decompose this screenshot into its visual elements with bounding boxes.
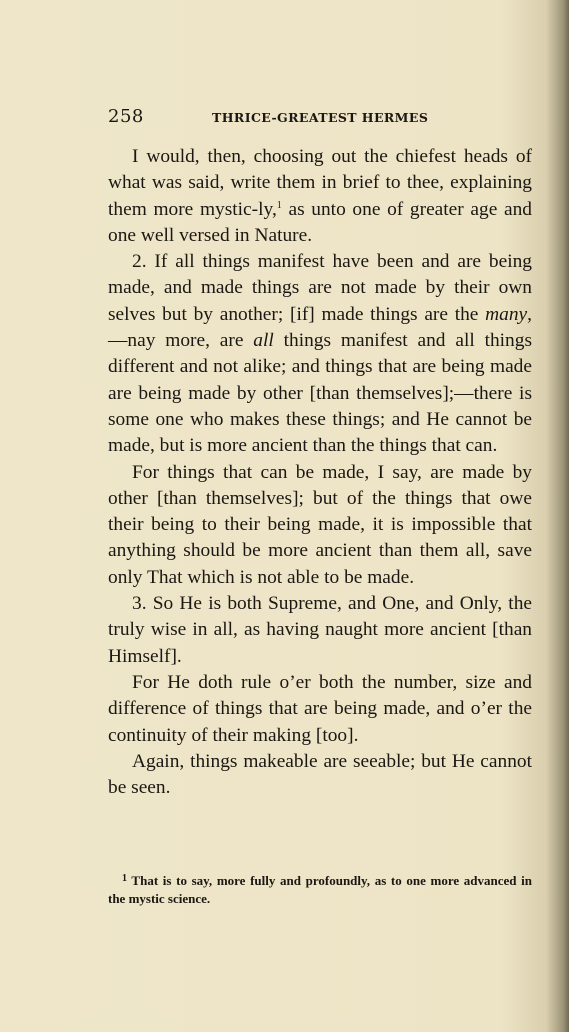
running-title: THRICE-GREATEST HERMES [212,110,429,125]
page-header [108,106,532,132]
body-text [108,144,532,801]
footnote [108,870,532,908]
footnote-text: That is to say, more fully and profoundly, as to one more advanced in the mystic science. [108,873,533,906]
text-segment: 3. So He is both Supreme, and One, and Only, the truly wise in all, as having naught more ancient [than Himself]. [108,593,532,667]
text-segment: For He doth rule o’er both the number, size and difference of things that are being made, and o’er the continuity of their making [too]. [108,671,532,746]
paragraph [108,749,532,802]
text-segment: ,—nay more, are [108,303,532,352]
paragraph [108,249,532,459]
italic-text: many [485,303,528,325]
text-segment: Again, things makeable are seeable; but He cannot be seen. [108,750,532,799]
footnote-reference: 1 [276,199,282,211]
text-segment: as unto one of greater age and one well versed in Nature. [108,198,532,246]
text-segment: 2. If all things manifest have been and are being made, and made things are not made by their own selves but by another; [if] made things are the [108,251,532,325]
paragraph [108,144,532,249]
text-segment: For things that can be made, I say, are made by other [than themselves]; but of the things that owe their being to their being made, it is impossible that anything should be more ancient than them all, save only That which is not able to be made. [108,461,532,588]
text-segment: things manifest and all things different and not alike; and things that are being made are being made by other [than themselves];—there is some one who makes these things; and He cannot be made, but is more ancient than the things that can. [108,330,532,457]
footnote-marker: 1 [122,873,127,884]
text-segment: I would, then, choosing out the chiefest heads of what was said, write them in brief to thee, explaining them more mystic-ly, [108,146,532,220]
paragraph [108,460,532,591]
italic-text: all [253,330,274,352]
page-number: 258 [108,106,144,127]
paragraph [108,670,532,749]
paragraph [108,591,532,670]
